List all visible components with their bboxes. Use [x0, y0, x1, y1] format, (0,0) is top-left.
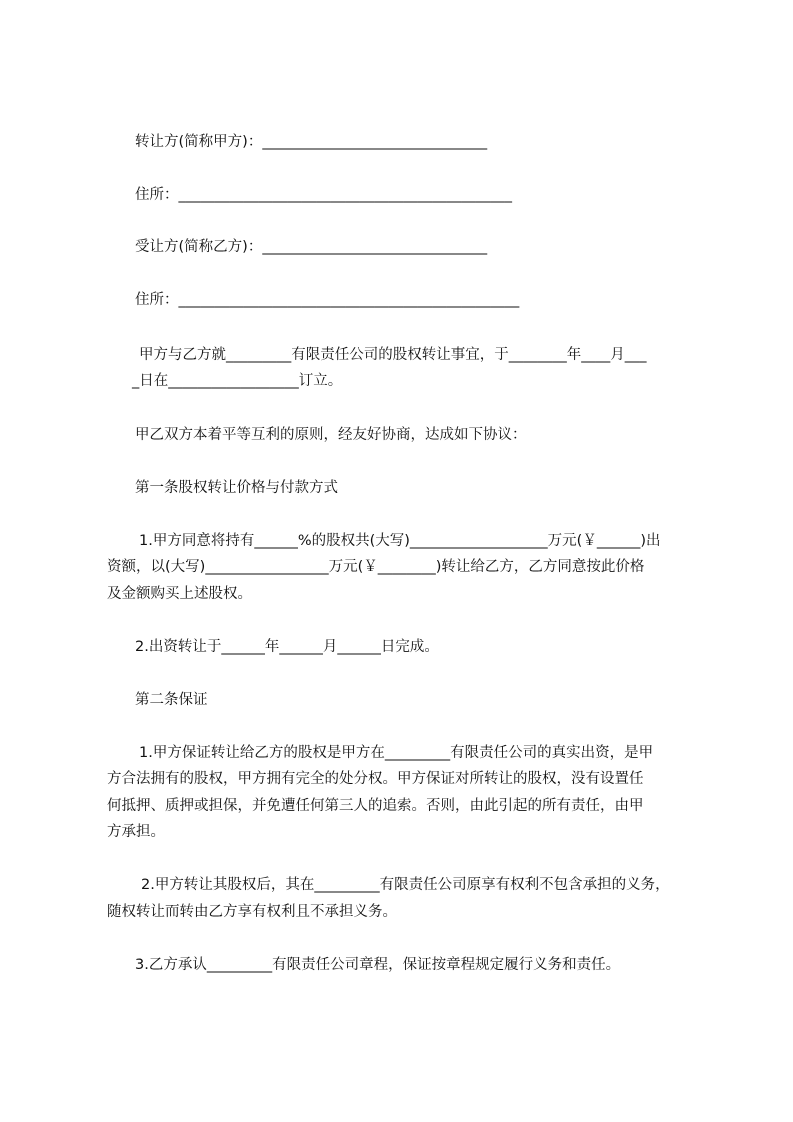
article-2-clause-1-line-4: 方承担。 [107, 824, 165, 840]
article-1-clause-1-line-1: 1.甲方同意将持有______%的股权共(大写)___________________万元(￥______)出 [139, 533, 661, 549]
agreement-intro: 甲乙双方本着平等互利的原则，经友好协商，达成如下协议： [135, 427, 527, 443]
transferee-address-line: 住所：_______________________________________________ [135, 292, 520, 308]
article-2-clause-1-line-1: 1.甲方保证转让给乙方的股权是甲方在_________有限责任公司的真实出资，是甲 [139, 745, 654, 761]
transferee-line: 受让方(简称乙方)：_______________________________ [135, 239, 488, 255]
article-2-clause-2-line-2: 随权转让而转由乙方享有权利且不承担义务。 [107, 904, 397, 920]
article-2-heading: 第二条保证 [135, 692, 208, 708]
article-2-clause-1-line-2: 方合法拥有的股权，甲方拥有完全的处分权。甲方保证对所转让的股权，没有设置任 [107, 771, 644, 787]
article-2-clause-2-line-1: 2.甲方转让其股权后，其在_________有限责任公司原享有权利不包含承担的义务， [141, 877, 670, 893]
article-1-clause-2: 2.出资转让于______年______月______日完成。 [135, 639, 439, 655]
article-2-clause-3: 3.乙方承认_________有限责任公司章程，保证按章程规定履行义务和责任。 [135, 957, 621, 973]
preamble-line-2: _日在__________________订立。 [132, 373, 343, 389]
article-1-heading: 第一条股权转让价格与付款方式 [135, 480, 338, 496]
transferor-line: 转让方(简称甲方)：_______________________________ [135, 134, 488, 150]
article-2-clause-1-line-3: 何抵押、质押或担保，并免遭任何第三人的追索。否则，由此引起的所有责任，由甲 [107, 798, 644, 814]
article-1-clause-1-line-3: 及金额购买上述股权。 [107, 586, 252, 602]
article-1-clause-1-line-2: 资额，以(大写)_________________万元(￥________)转让给乙方，乙方同意按此价格 [107, 559, 645, 575]
preamble-line-1: 甲方与乙方就_________有限责任公司的股权转让事宜，于________年____月___ [139, 347, 647, 363]
transferor-address-line: 住所：______________________________________________ [135, 187, 512, 203]
